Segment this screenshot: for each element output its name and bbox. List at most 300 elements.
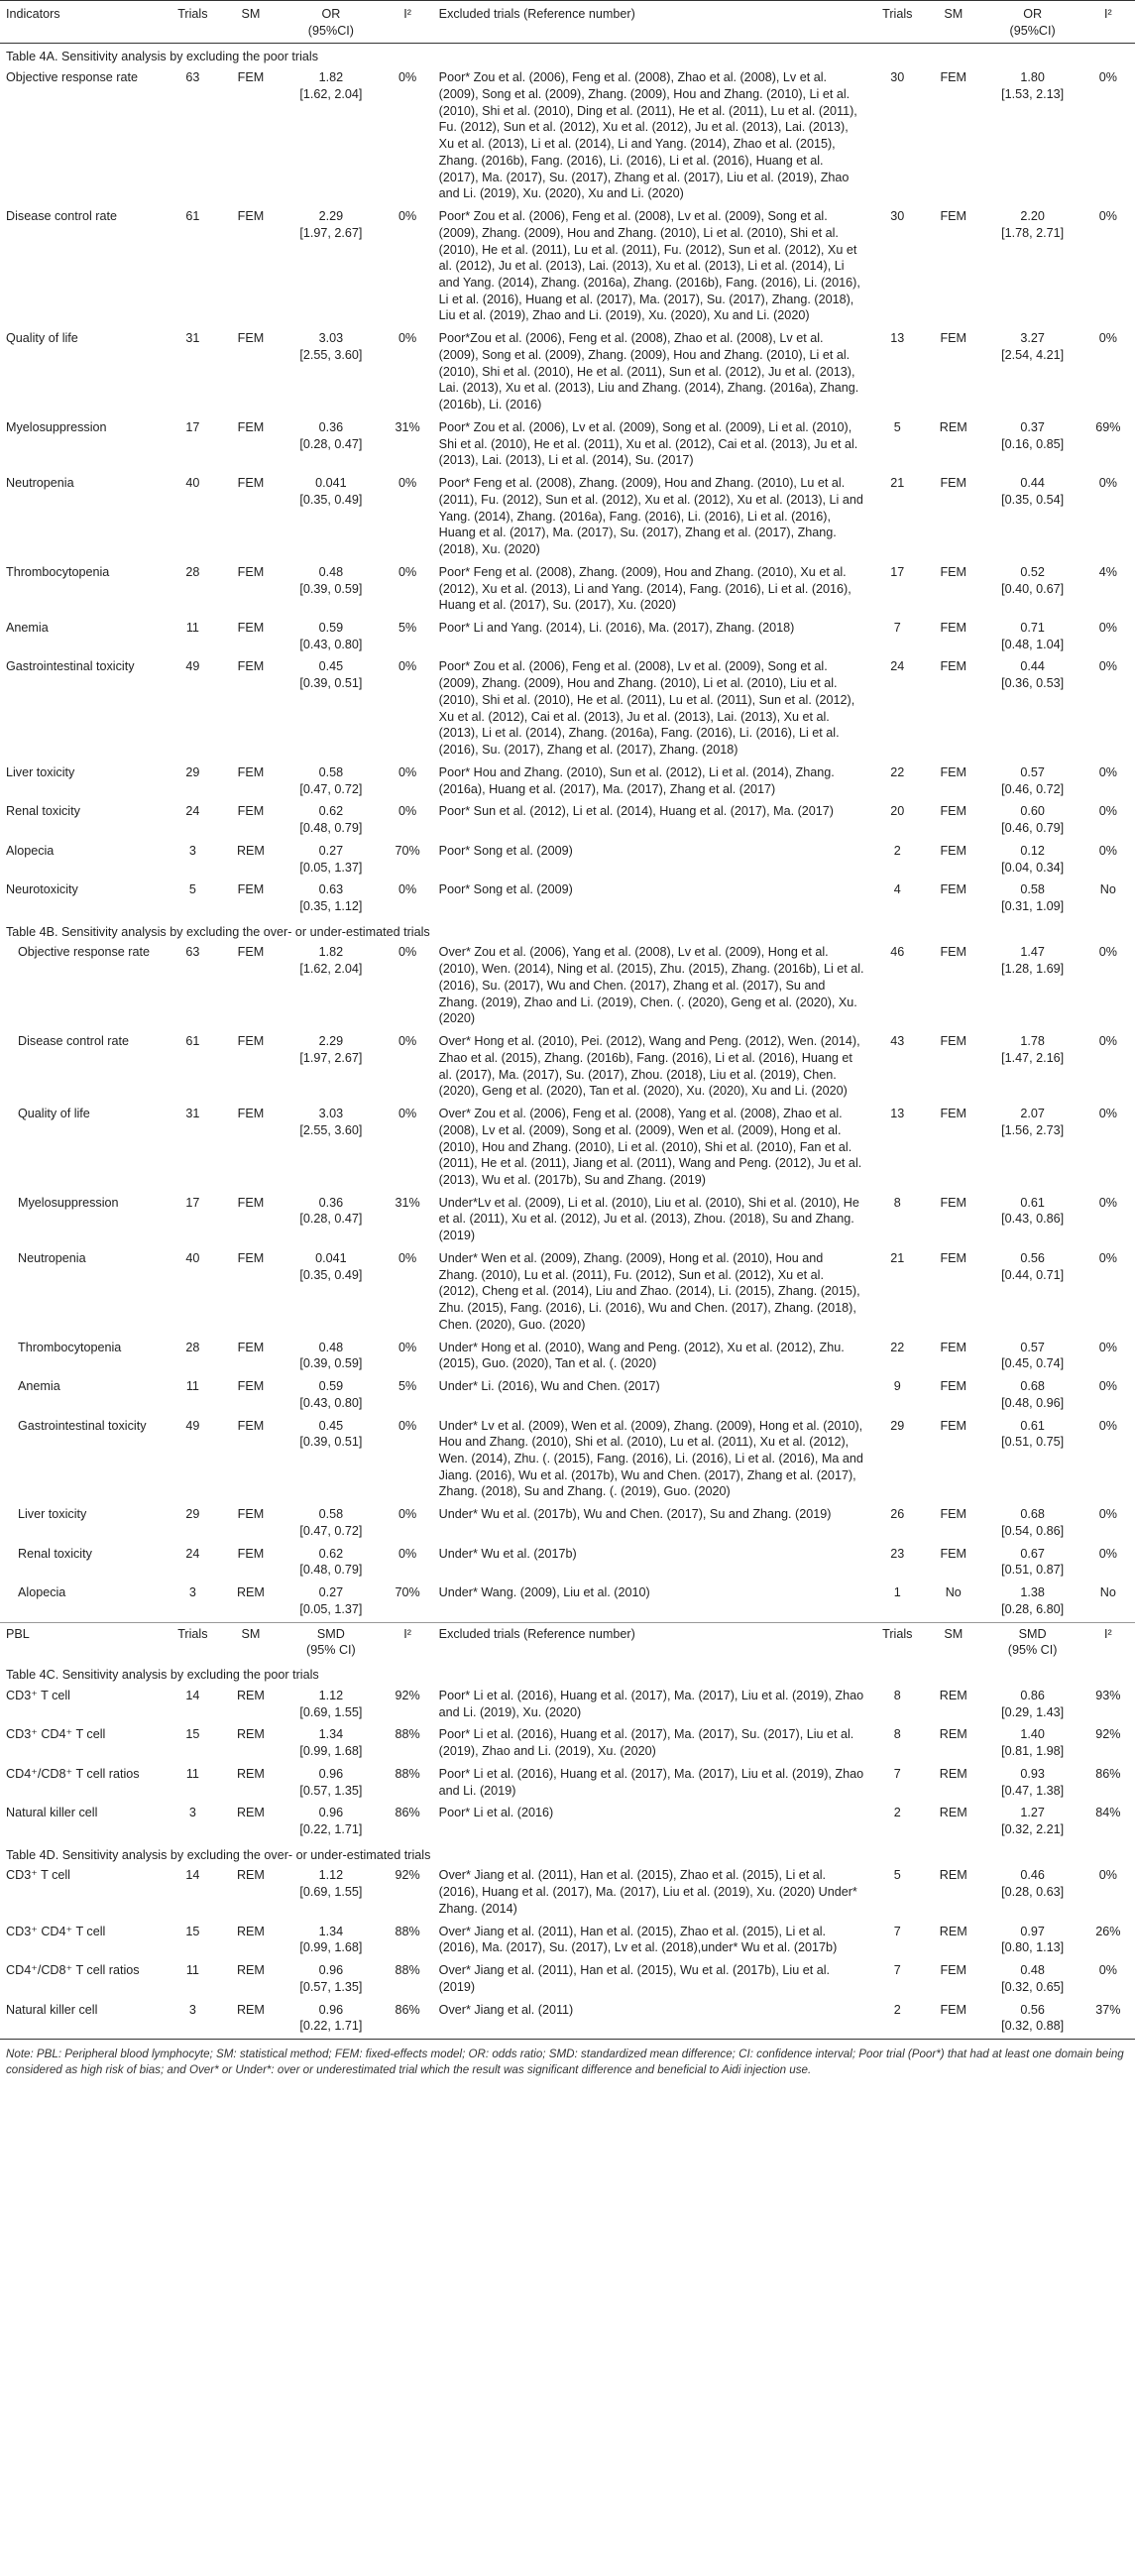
cell-effect-after: 0.12 [0.04, 0.34]: [1001, 843, 1065, 875]
cell-sm: FEM: [237, 945, 265, 960]
cell-trials-after: 17: [890, 564, 905, 579]
cell-indicator: Natural killer cell: [0, 2000, 164, 2040]
cell-trials-after: 2: [893, 843, 901, 858]
cell-sm: FEM: [237, 1379, 265, 1394]
cell-trials-after: 7: [893, 620, 901, 635]
cell-effect-after: 0.61 [0.43, 0.86]: [1001, 1195, 1065, 1227]
cell-i2-after: 0%: [1098, 764, 1117, 779]
cell-sm: REM: [236, 1727, 265, 1742]
cell-effect: 1.34 [0.99, 1.68]: [299, 1924, 363, 1955]
header-excluded-trials: Excluded trials (Reference number): [433, 1, 872, 44]
cell-effect-after: 1.78 [1.47, 2.16]: [1001, 1034, 1065, 1065]
cell-trials: 11: [185, 1766, 199, 1781]
cell-sm-after: FEM: [940, 945, 967, 960]
cell-trials-after: 2: [872, 2000, 923, 2040]
cell-effect: 0.45 [0.39, 0.51]: [299, 1418, 363, 1450]
cell-effect-after: 0.68 [0.54, 0.86]: [1001, 1507, 1065, 1538]
cell-sm-after: REM: [939, 1924, 967, 1938]
header-trials: Trials: [164, 1, 222, 44]
header-indicator: Indicators: [0, 1, 164, 44]
cell-effect: 0.27 [0.05, 1.37]: [299, 1585, 363, 1616]
cell-trials: 15: [185, 1727, 200, 1742]
cell-effect: 0.96 [0.57, 1.35]: [299, 1963, 363, 1994]
cell-excluded-trials: Poor* Hou and Zhang. (2010), Sun et al. (2012), Li et al. (2014), Zhang. (2016a), Huang et al. (2017), Ma. (2017), Zhang et al. (2017): [438, 764, 835, 796]
cell-excluded-trials: Over* Zou et al. (2006), Yang et al. (2008), Lv et al. (2009), Hong et al. (2010), Wen. (2014), Ning et al. (2015), Zhu. (2015), Zhang. (2016b), Li et al. (2016), Su. (2017), Wu and Chen. (2017), Zhang et al. (2017), Su and Zhang. (2019), Zhao and Li. (2019), Chen. (. (2020), Geng et al. (2020), Xu. (2020): [438, 945, 864, 1026]
cell-excluded-trials: Over* Jiang et al. (2011), Han et al. (2015), Zhao et al. (2015), Li et al. (2016), Ma. (2017), Su. (2017), Lv et al. (2018),under* Wu et al. (2017b): [438, 1924, 838, 1955]
cell-effect-after: 3.27 [2.54, 4.21]: [1001, 331, 1065, 362]
cell-indicator: Objective response rate: [18, 945, 151, 960]
cell-trials: 40: [185, 1250, 200, 1265]
cell-sm: FEM: [237, 70, 265, 85]
cell-sm: REM: [222, 2000, 281, 2040]
cell-i2: 31%: [395, 1195, 420, 1210]
cell-sm: FEM: [237, 620, 265, 635]
cell-excluded-trials: Under* Hong et al. (2010), Wang and Peng. (2012), Xu et al. (2012), Zhu. (2015), Guo. (2020), Tan et al. (. (2020): [438, 1340, 845, 1371]
cell-effect: 0.45 [0.39, 0.51]: [299, 659, 363, 691]
table-row: [0, 1376, 1135, 1415]
header-excluded-trials: Excluded trials (Reference number): [433, 1622, 872, 1662]
cell-trials: 31: [185, 331, 200, 346]
cell-sm: REM: [236, 1688, 265, 1702]
cell-i2-after: 86%: [1095, 1766, 1121, 1781]
cell-trials: 11: [185, 1963, 199, 1978]
cell-i2-after: 0%: [1098, 70, 1117, 85]
cell-i2: 0%: [398, 945, 417, 960]
cell-i2-after: 0%: [1098, 1250, 1117, 1265]
cell-trials: 29: [185, 1507, 200, 1522]
cell-excluded-trials: Poor* Sun et al. (2012), Li et al. (2014), Huang et al. (2017), Ma. (2017): [438, 804, 834, 819]
cell-i2-after: 92%: [1095, 1727, 1121, 1742]
cell-excluded-trials: Under* Wu et al. (2017b): [438, 1546, 577, 1561]
cell-excluded-trials: Under*Lv et al. (2009), Li et al. (2010), Liu et al. (2010), Shi et al. (2010), He et al. (2011), Xu et al. (2012), Ju et al. (2013), Zhou. (2018), Su and Zhang. (2019): [438, 1195, 859, 1243]
cell-indicator: Objective response rate: [6, 70, 139, 85]
cell-trials-after: 23: [890, 1546, 905, 1561]
cell-effect-after: 2.07 [1.56, 2.73]: [1001, 1107, 1065, 1137]
cell-effect-after: 2.20 [1.78, 2.71]: [1001, 209, 1065, 240]
cell-i2: 0%: [398, 70, 417, 85]
cell-i2-after: 0%: [1098, 659, 1117, 674]
cell-sm: REM: [236, 1868, 265, 1883]
cell-trials: 11: [185, 1379, 199, 1394]
header-i2-after: I²: [1081, 1622, 1135, 1662]
cell-trials-after: 43: [890, 1034, 905, 1049]
cell-sm: FEM: [237, 564, 265, 579]
cell-trials: 61: [185, 1034, 200, 1049]
cell-effect: 0.041 [0.35, 0.49]: [299, 1250, 363, 1282]
cell-effect-after: 0.37 [0.16, 0.85]: [1001, 419, 1065, 451]
cell-trials-after: 24: [890, 659, 905, 674]
cell-indicator: Thrombocytopenia: [18, 1340, 122, 1354]
cell-i2-after: No: [1099, 1585, 1116, 1600]
cell-i2: 92%: [395, 1688, 420, 1702]
cell-trials-after: 9: [893, 1379, 901, 1394]
table-row: [0, 1686, 1135, 1724]
cell-trials: 14: [185, 1688, 200, 1702]
cell-effect: 0.59 [0.43, 0.80]: [299, 1379, 363, 1410]
cell-sm: REM: [236, 1924, 265, 1938]
cell-excluded-trials: Poor* Li et al. (2016), Huang et al. (2017), Ma. (2017), Liu et al. (2019), Zhao and Li. (2019), Xu. (2020): [438, 1688, 864, 1719]
table-row: [0, 879, 1135, 918]
cell-effect-after: 0.44 [0.35, 0.54]: [1001, 476, 1065, 507]
cell-sm: FEM: [237, 1107, 265, 1121]
cell-indicator: Anemia: [6, 620, 49, 635]
header-sm: SM: [222, 1, 281, 44]
cell-excluded-trials: Poor* Song et al. (2009): [438, 843, 573, 858]
cell-indicator: CD3⁺ T cell: [6, 1868, 70, 1883]
cell-i2: 0%: [398, 764, 417, 779]
table-row: [0, 1582, 1135, 1622]
cell-i2: 70%: [395, 843, 420, 858]
cell-trials-after: 2: [893, 1806, 901, 1820]
cell-trials-after: 22: [890, 764, 905, 779]
table-row: [0, 1338, 1135, 1376]
cell-effect: 0.96 [0.22, 1.71]: [280, 2000, 382, 2040]
cell-i2: 88%: [395, 1963, 420, 1978]
cell-trials-after: 7: [893, 1766, 901, 1781]
cell-trials: 28: [185, 1340, 200, 1354]
table-row: [0, 1504, 1135, 1543]
cell-sm: FEM: [237, 659, 265, 674]
cell-i2: 92%: [395, 1868, 420, 1883]
cell-sm-after: FEM: [940, 659, 967, 674]
table-row: [0, 206, 1135, 328]
cell-effect: 0.36 [0.28, 0.47]: [299, 419, 363, 451]
header-effect-after: OR (95%CI): [984, 1, 1081, 44]
table-row: [0, 1104, 1135, 1193]
table-row: [0, 1803, 1135, 1841]
table-note: Note: PBL: Peripheral blood lymphocyte; SM: statistical method; FEM: fixed-effects model; OR: odds ratio; SMD: standardized mean difference; CI: confidence interval; Poor trial (Poor*) that had at least one domain being considered as high risk of bias; and Over* or Under*: over or underestimated trial which the result was significant difference and beneficial to Aidi injection use.: [6, 2048, 1124, 2076]
cell-i2: 0%: [398, 1034, 417, 1049]
cell-excluded-trials: Under* Wang. (2009), Liu et al. (2010): [438, 1585, 650, 1600]
cell-effect-after: 0.56 [0.32, 0.88]: [984, 2000, 1081, 2040]
cell-effect-after: 0.61 [0.51, 0.75]: [1001, 1418, 1065, 1450]
cell-excluded-trials: Poor* Zou et al. (2006), Lv et al. (2009), Song et al. (2009), Li et al. (2010), Shi et al. (2010), He et al. (2011), Xu et al. (2012), Cai et al. (2013), Ju et al. (2013), Lai. (2013), Li et al. (2014), Su. (2017): [438, 419, 858, 468]
cell-i2: 0%: [398, 659, 417, 674]
cell-sm-after: REM: [939, 1868, 967, 1883]
cell-sm: FEM: [237, 1195, 265, 1210]
cell-excluded-trials: Over* Jiang et al. (2011), Han et al. (2015), Zhao et al. (2015), Li et al. (2016), Huang et al. (2017), Ma. (2017), Liu et al. (2019), Xu. (2020) Under* Zhang. (2014): [438, 1868, 857, 1916]
cell-excluded-trials: Poor* Li and Yang. (2014), Li. (2016), Ma. (2017), Zhang. (2018): [438, 620, 795, 635]
cell-i2: 88%: [395, 1766, 420, 1781]
cell-trials-after: 13: [890, 1107, 905, 1121]
cell-sm-after: FEM: [940, 209, 967, 224]
header-i2: I²: [383, 1, 433, 44]
header-sm-after: SM: [923, 1, 984, 44]
cell-trials: 3: [188, 843, 196, 858]
cell-effect: 1.82 [1.62, 2.04]: [299, 945, 363, 977]
cell-sm: FEM: [237, 1250, 265, 1265]
cell-effect-after: 0.71 [0.48, 1.04]: [1001, 620, 1065, 651]
cell-effect: 0.48 [0.39, 0.59]: [299, 1340, 363, 1371]
cell-i2-after: 0%: [1098, 1107, 1117, 1121]
table-row: [0, 1416, 1135, 1505]
cell-trials: 17: [185, 1195, 200, 1210]
cell-sm: FEM: [237, 419, 265, 434]
table-row: [0, 1724, 1135, 1763]
cell-effect-after: 0.57 [0.46, 0.72]: [1001, 764, 1065, 796]
cell-i2: 31%: [395, 419, 420, 434]
cell-sm-after: FEM: [940, 564, 967, 579]
cell-excluded-trials: Poor* Li et al. (2016), Huang et al. (2017), Ma. (2017), Su. (2017), Liu et al. (2019), Zhao and Li. (2019), Xu. (2020): [438, 1727, 854, 1759]
cell-effect: 1.12 [0.69, 1.55]: [299, 1688, 363, 1719]
cell-effect-after: 1.38 [0.28, 6.80]: [1001, 1585, 1065, 1616]
cell-sm: REM: [236, 843, 265, 858]
cell-i2-after: 0%: [1098, 620, 1117, 635]
cell-indicator: Anemia: [18, 1379, 60, 1394]
cell-indicator: Myelosuppression: [6, 419, 107, 434]
cell-i2: 0%: [398, 1546, 417, 1561]
cell-trials: 61: [185, 209, 200, 224]
cell-i2-after: 0%: [1098, 1507, 1117, 1522]
cell-trials-after: 7: [893, 1924, 901, 1938]
cell-excluded-trials: Poor* Zou et al. (2006), Feng et al. (2008), Lv et al. (2009), Song et al. (2009), Zhang. (2009), Hou and Zhang. (2010), Li et al. (2010), Shi et al. (2010), He et al. (2011), Lu et al. (2011), Fu. (2012), Sun et al. (2012), Xu et al. (2012), Ju et al. (2013), Lai. (2013), Xu et al. (2013), Li et al. (2014), Li and Yang. (2014), Zhang. (2016a), Zhang. (2016b), Fang. (2016), Li. (2016), Li et al. (2016), Huang et al. (2017), Ma. (2017), Su. (2017), Zhang. (2018), Liu et al. (2019), Zhao and Li. (2019), Xu. (2020), Xu and Li. (2020): [438, 209, 860, 323]
cell-indicator: CD3⁺ CD4⁺ T cell: [6, 1924, 106, 1938]
cell-sm-after: FEM: [940, 843, 967, 858]
table-row: [0, 618, 1135, 656]
cell-sm-after: FEM: [940, 1107, 967, 1121]
cell-trials-after: 5: [893, 419, 901, 434]
cell-sm-after: FEM: [940, 882, 967, 897]
cell-trials: 24: [185, 1546, 200, 1561]
cell-i2-after: 0%: [1098, 331, 1117, 346]
cell-trials-after: 21: [890, 1250, 905, 1265]
cell-i2: 0%: [398, 1107, 417, 1121]
table-row: [0, 1193, 1135, 1248]
cell-effect: 0.48 [0.39, 0.59]: [299, 564, 363, 596]
cell-trials-after: 8: [893, 1727, 901, 1742]
cell-indicator: Gastrointestinal toxicity: [6, 659, 135, 674]
cell-i2-after: 84%: [1095, 1806, 1121, 1820]
header-trials: Trials: [164, 1622, 222, 1662]
cell-excluded-trials: Poor*Zou et al. (2006), Feng et al. (2008), Zhao et al. (2008), Lv et al. (2009), Song et al. (2009), Zhang. (2009), Hou and Zhang. (2010), Li et al. (2010), Shi et al. (2010), He et al. (2011), Sun et al. (2012), Ju et al. (2013), Lai. (2013), Xu et al. (2013), Liu and Zhang. (2014), Zhang. (2016a), Zhang. (2016b), Li. (2016): [438, 331, 859, 412]
cell-trials-after: 8: [893, 1195, 901, 1210]
cell-trials-after: 1: [893, 1585, 901, 1600]
table-row: [0, 1248, 1135, 1338]
cell-indicator: Gastrointestinal toxicity: [18, 1418, 147, 1433]
cell-sm: REM: [236, 1963, 265, 1978]
cell-excluded-trials: Poor* Zou et al. (2006), Feng et al. (2008), Zhao et al. (2008), Lv et al. (2009), Song et al. (2009), Zhang. (2009), Hou and Zhang. (2010), Li et al. (2010), Shi et al. (2010), Ding et al. (2011), He et al. (2011), Lu et al. (2011), Fu. (2012), Sun et al. (2012), Xu et al. (2012), Ju et al. (2013), Lai. (2013), Xu et al. (2013), Li et al. (2014), Li and Yang. (2014), Zhao et al. (2015), Zhang. (2016b), Fang. (2016), Li. (2016), Li et al. (2016), Huang et al. (2017), Ma. (2017), Su. (2017), Zhang et al. (2017), Liu et al. (2019), Zhao and Li. (2019), Xu. (2020), Xu and Li. (2020): [438, 70, 857, 201]
cell-sm: FEM: [237, 1034, 265, 1049]
cell-sm: FEM: [237, 209, 265, 224]
cell-effect-after: 0.44 [0.36, 0.53]: [1001, 659, 1065, 691]
cell-effect: 2.29 [1.97, 2.67]: [299, 209, 363, 240]
cell-sm: FEM: [237, 476, 265, 491]
header-effect-after: SMD (95% CI): [984, 1622, 1081, 1662]
cell-sm-after: FEM: [940, 1340, 967, 1354]
cell-trials-after: 4: [893, 882, 901, 897]
cell-i2-after: 0%: [1098, 476, 1117, 491]
section-title: Table 4A. Sensitivity analysis by excluding the poor trials: [6, 50, 319, 64]
cell-i2-after: 0%: [1098, 1868, 1117, 1883]
cell-trials-after: 7: [893, 1963, 901, 1978]
table-row: [0, 841, 1135, 879]
cell-sm-after: FEM: [940, 1379, 967, 1394]
cell-i2: 5%: [398, 1379, 417, 1394]
cell-trials-after: 8: [893, 1688, 901, 1702]
section-title-row: [0, 1662, 1135, 1686]
cell-i2-after: 0%: [1098, 945, 1117, 960]
cell-sm: FEM: [237, 1340, 265, 1354]
cell-effect-after: 0.67 [0.51, 0.87]: [1001, 1546, 1065, 1578]
cell-sm: REM: [236, 1806, 265, 1820]
cell-effect: 0.36 [0.28, 0.47]: [299, 1195, 363, 1227]
cell-excluded-trials: Poor* Feng et al. (2008), Zhang. (2009), Hou and Zhang. (2010), Lu et al. (2011), Fu. (2012), Sun et al. (2012), Xu et al. (2012), Xu et al. (2013), Li and Yang. (2014), Zhang. (2016a), Fang. (2016), Li. (2016), Li et al. (2016), Huang et al. (2017), Ma. (2017), Su. (2017), Zhang et al. (2017), Zhang. (2018), Xu. (2020): [438, 476, 863, 557]
cell-sm-after: FEM: [940, 331, 967, 346]
table-row: [0, 1764, 1135, 1803]
cell-i2-after: 0%: [1098, 1340, 1117, 1354]
cell-effect: 0.58 [0.47, 0.72]: [299, 1507, 363, 1538]
cell-trials-after: 26: [890, 1507, 905, 1522]
cell-indicator: Myelosuppression: [18, 1195, 119, 1210]
cell-effect: 0.96 [0.22, 1.71]: [299, 1806, 363, 1836]
cell-i2: 0%: [398, 804, 417, 819]
cell-i2-after: 0%: [1098, 1379, 1117, 1394]
header-effect: SMD (95% CI): [280, 1622, 382, 1662]
cell-effect-after: 1.47 [1.28, 1.69]: [1001, 945, 1065, 977]
cell-i2: 0%: [398, 1250, 417, 1265]
cell-sm-after: REM: [939, 1727, 967, 1742]
cell-trials-after: 5: [893, 1868, 901, 1883]
cell-i2-after: 93%: [1095, 1688, 1121, 1702]
cell-i2: 0%: [398, 1507, 417, 1522]
cell-sm-after: FEM: [940, 1507, 967, 1522]
cell-i2-after: 69%: [1095, 419, 1121, 434]
cell-effect: 0.96 [0.57, 1.35]: [299, 1766, 363, 1798]
cell-effect-after: 0.46 [0.28, 0.63]: [1001, 1868, 1065, 1900]
cell-indicator: Neutropenia: [18, 1250, 86, 1265]
subheader-row: [0, 1622, 1135, 1662]
cell-trials-after: 20: [890, 804, 905, 819]
cell-excluded-trials: Poor* Li et al. (2016), Huang et al. (2017), Ma. (2017), Liu et al. (2019), Zhao and Li. (2019): [438, 1766, 864, 1798]
cell-i2: 5%: [398, 620, 417, 635]
cell-excluded-trials: Over* Jiang et al. (2011), Han et al. (2015), Wu et al. (2017b), Liu et al. (2019): [438, 1963, 831, 1994]
cell-i2: 0%: [398, 476, 417, 491]
table-row: [0, 801, 1135, 840]
cell-excluded-trials: Poor* Song et al. (2009): [438, 882, 573, 897]
cell-effect: 2.29 [1.97, 2.67]: [299, 1034, 363, 1065]
cell-effect: 1.12 [0.69, 1.55]: [299, 1868, 363, 1900]
cell-trials: 17: [185, 419, 200, 434]
cell-sm-after: FEM: [940, 476, 967, 491]
cell-excluded-trials: Poor* Feng et al. (2008), Zhang. (2009), Hou and Zhang. (2010), Xu et al. (2012), Xu et al. (2013), Li and Yang. (2014), Fang. (2016), Li et al. (2016), Huang et al. (2017), Su. (2017), Xu. (2020): [438, 564, 851, 613]
cell-sm-after: FEM: [940, 620, 967, 635]
cell-excluded-trials: Under* Wen et al. (2009), Zhang. (2009), Hong et al. (2010), Hou and Zhang. (2010), Lu et al. (2011), Fu. (2012), Sun et al. (2012), Xu et al. (2012), Cheng et al. (2014), Liu and Zhao. (2014), Li. (2015), Zhang. (2015), Zhu. (2015), Fang. (2016), Li. (2016), Wu and Chen. (2017), Zhang. (2018), Chen. (2020), Guo. (2020): [438, 1250, 860, 1332]
cell-effect-after: 0.52 [0.40, 0.67]: [1001, 564, 1065, 596]
cell-i2: 0%: [398, 1340, 417, 1354]
table-row: [0, 1922, 1135, 1960]
cell-sm: FEM: [237, 764, 265, 779]
table-row: [0, 562, 1135, 618]
cell-effect-after: 0.56 [0.44, 0.71]: [1001, 1250, 1065, 1282]
header-indicator: PBL: [0, 1622, 164, 1662]
table-row: [0, 1865, 1135, 1921]
cell-effect-after: 1.40 [0.81, 1.98]: [1001, 1727, 1065, 1759]
cell-i2: 0%: [398, 882, 417, 897]
cell-trials: 40: [185, 476, 200, 491]
cell-effect: 3.03 [2.55, 3.60]: [299, 1107, 363, 1137]
cell-indicator: Alopecia: [6, 843, 55, 858]
cell-sm-after: FEM: [940, 1418, 967, 1433]
cell-sm-after: FEM: [940, 1195, 967, 1210]
cell-i2-after: 0%: [1098, 843, 1117, 858]
cell-effect: 0.62 [0.48, 0.79]: [299, 804, 363, 836]
cell-sm-after: FEM: [940, 804, 967, 819]
cell-i2: 88%: [395, 1924, 420, 1938]
cell-indicator: Disease control rate: [6, 209, 117, 224]
cell-excluded-trials: Over* Hong et al. (2010), Pei. (2012), Wang and Peng. (2012), Wen. (2014), Zhao et al. (2015), Zhang. (2016b), Fang. (2016), Li et al. (2016), Huang et al. (2017), Ma. (2017), Su. (2017), Zhou. (2018), Liu et al. (2019), Chen. (2020), Geng et al. (2020), Tan et al. (2020), Xu. (2020), Xu and Li. (2020): [438, 1034, 860, 1099]
cell-i2: 86%: [395, 1806, 420, 1820]
cell-indicator: Neutropenia: [6, 476, 74, 491]
cell-sm-after: FEM: [940, 764, 967, 779]
cell-effect: 0.63 [0.35, 1.12]: [299, 882, 363, 913]
cell-indicator: Neurotoxicity: [6, 882, 78, 897]
table-row: [0, 762, 1135, 801]
cell-sm-after: FEM: [940, 1963, 967, 1978]
cell-i2: 70%: [395, 1585, 420, 1600]
cell-trials-after: 46: [890, 945, 905, 960]
section-title: Table 4B. Sensitivity analysis by excluding the over- or under-estimated trials: [6, 924, 430, 939]
cell-trials: 63: [185, 945, 200, 960]
header-trials-after: Trials: [872, 1, 923, 44]
table-row: [0, 67, 1135, 206]
cell-sm: FEM: [237, 1507, 265, 1522]
cell-trials: 31: [185, 1107, 200, 1121]
cell-trials-after: 29: [890, 1418, 905, 1433]
cell-i2: 86%: [383, 2000, 433, 2040]
cell-indicator: CD3⁺ T cell: [6, 1688, 70, 1702]
table-row: [0, 1544, 1135, 1582]
cell-sm-after: FEM: [940, 1034, 967, 1049]
cell-sm: FEM: [237, 1546, 265, 1561]
cell-effect: 1.34 [0.99, 1.68]: [299, 1727, 363, 1759]
section-title-row: [0, 44, 1135, 67]
cell-effect: 0.27 [0.05, 1.37]: [299, 843, 363, 875]
cell-indicator: Alopecia: [18, 1585, 66, 1600]
table-row: [0, 942, 1135, 1031]
cell-effect-after: 1.27 [0.32, 2.21]: [1001, 1806, 1065, 1836]
cell-trials: 3: [188, 1806, 196, 1820]
cell-i2-after: 0%: [1098, 1034, 1117, 1049]
cell-trials: 63: [185, 70, 200, 85]
cell-indicator: Thrombocytopenia: [6, 564, 110, 579]
cell-effect-after: 0.68 [0.48, 0.96]: [1001, 1379, 1065, 1410]
cell-effect: 0.59 [0.43, 0.80]: [299, 620, 363, 651]
header-effect: OR (95%CI): [280, 1, 382, 44]
cell-sm: FEM: [237, 882, 265, 897]
cell-trials: 49: [185, 659, 200, 674]
cell-effect: 0.041 [0.35, 0.49]: [299, 476, 363, 507]
cell-i2: 0%: [398, 331, 417, 346]
cell-i2-after: 0%: [1098, 804, 1117, 819]
cell-sm: FEM: [237, 804, 265, 819]
cell-effect-after: 0.58 [0.31, 1.09]: [1001, 882, 1065, 913]
cell-trials: 11: [185, 620, 199, 635]
cell-sm-after: FEM: [923, 2000, 984, 2040]
cell-sm: FEM: [237, 1418, 265, 1433]
cell-trials: 24: [185, 804, 200, 819]
cell-i2-after: No: [1099, 882, 1116, 897]
cell-effect-after: 0.93 [0.47, 1.38]: [1001, 1766, 1065, 1798]
cell-indicator: Liver toxicity: [18, 1507, 87, 1522]
cell-i2-after: 37%: [1081, 2000, 1135, 2040]
cell-indicator: CD3⁺ CD4⁺ T cell: [6, 1727, 106, 1742]
cell-indicator: Liver toxicity: [6, 764, 75, 779]
cell-sm-after: FEM: [940, 70, 967, 85]
cell-indicator: Renal toxicity: [18, 1546, 92, 1561]
cell-indicator: CD4⁺/CD8⁺ T cell ratios: [6, 1963, 140, 1978]
cell-i2-after: 0%: [1098, 1963, 1117, 1978]
section-title: Table 4D. Sensitivity analysis by excluding the over- or under-estimated trials: [6, 1847, 431, 1862]
